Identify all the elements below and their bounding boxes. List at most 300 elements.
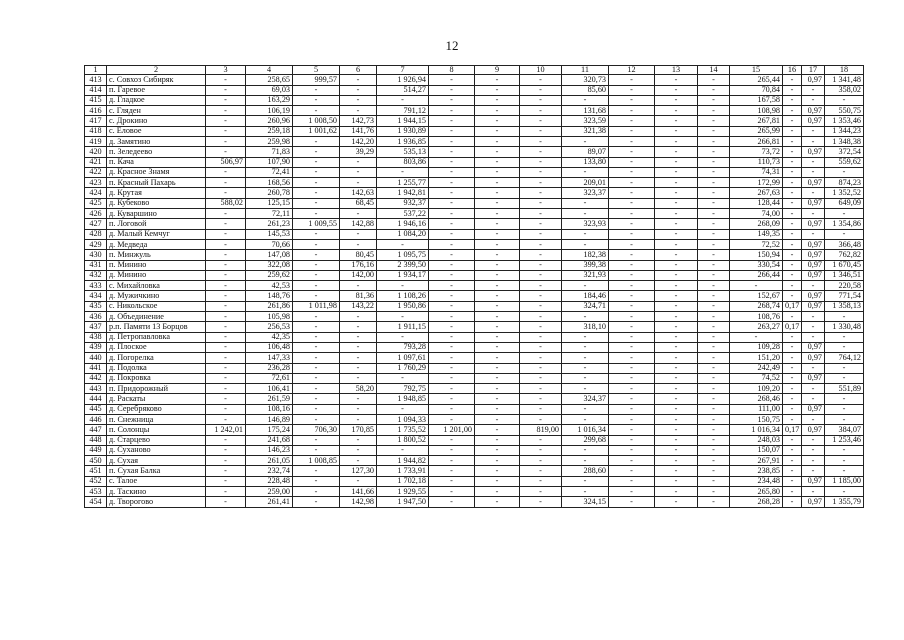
value-cell: 127,30	[340, 466, 377, 476]
value-cell: 147,33	[246, 353, 293, 363]
value-cell: -	[609, 167, 655, 177]
value-cell: -	[429, 404, 475, 414]
value-cell: -	[520, 95, 562, 105]
value-cell: -	[655, 425, 698, 435]
value-cell: 791,12	[377, 106, 429, 116]
value-cell: -	[429, 126, 475, 136]
value-cell: 1 344,23	[825, 126, 864, 136]
value-cell: 1 950,86	[377, 301, 429, 311]
column-header: 3	[206, 66, 246, 75]
value-cell: 260,96	[246, 116, 293, 126]
value-cell: 184,46	[562, 291, 609, 301]
value-cell: 259,98	[246, 136, 293, 146]
value-cell: -	[783, 404, 802, 414]
value-cell: -	[562, 476, 609, 486]
value-cell: 106,41	[246, 384, 293, 394]
value-cell: -	[655, 301, 698, 311]
value-cell: -	[655, 291, 698, 301]
row-number-cell: 447	[85, 425, 107, 435]
value-cell: 320,73	[562, 75, 609, 85]
settlement-name-cell: д. Творогово	[107, 497, 206, 507]
value-cell: -	[655, 239, 698, 249]
value-cell: 1 108,26	[377, 291, 429, 301]
value-cell: -	[340, 95, 377, 105]
value-cell: -	[475, 188, 520, 198]
value-cell: -	[802, 167, 825, 177]
value-cell: 268,28	[730, 497, 783, 507]
value-cell: 74,31	[730, 167, 783, 177]
value-cell: 1 702,18	[377, 476, 429, 486]
value-cell: 74,00	[730, 209, 783, 219]
value-cell: -	[698, 332, 730, 342]
value-cell: -	[340, 209, 377, 219]
value-cell: 0,97	[802, 342, 825, 352]
table-row	[85, 198, 864, 208]
value-cell: -	[783, 229, 802, 239]
value-cell: -	[655, 126, 698, 136]
value-cell: -	[293, 332, 340, 342]
value-cell: -	[609, 466, 655, 476]
value-cell: -	[698, 136, 730, 146]
value-cell: -	[655, 178, 698, 188]
value-cell: -	[802, 188, 825, 198]
value-cell: -	[340, 85, 377, 95]
settlement-name-cell: п. Придорожный	[107, 384, 206, 394]
value-cell: -	[293, 147, 340, 157]
value-cell: -	[340, 178, 377, 188]
value-cell: -	[609, 353, 655, 363]
value-cell: 324,37	[562, 394, 609, 404]
value-cell: -	[655, 476, 698, 486]
value-cell: 1 008,85	[293, 456, 340, 466]
value-cell: -	[429, 435, 475, 445]
value-cell: 358,02	[825, 85, 864, 95]
value-cell: 1 670,45	[825, 260, 864, 270]
value-cell: 263,27	[730, 322, 783, 332]
value-cell: -	[293, 466, 340, 476]
value-cell: -	[429, 456, 475, 466]
row-number-cell: 442	[85, 373, 107, 383]
value-cell: -	[340, 332, 377, 342]
settlement-name-cell: д. Крутая	[107, 188, 206, 198]
value-cell: -	[206, 178, 246, 188]
value-cell: -	[698, 209, 730, 219]
value-cell: 1 353,46	[825, 116, 864, 126]
value-cell: 0,97	[802, 476, 825, 486]
value-cell: -	[609, 116, 655, 126]
value-cell: -	[698, 270, 730, 280]
value-cell: -	[293, 373, 340, 383]
value-cell: -	[783, 136, 802, 146]
table-row	[85, 497, 864, 507]
value-cell: -	[429, 301, 475, 311]
value-cell: 0,17	[783, 301, 802, 311]
value-cell: -	[698, 445, 730, 455]
value-cell: 110,73	[730, 157, 783, 167]
value-cell: -	[802, 445, 825, 455]
column-header: 17	[802, 66, 825, 75]
value-cell: -	[293, 260, 340, 270]
value-cell: -	[655, 136, 698, 146]
value-cell: -	[609, 147, 655, 157]
value-cell: -	[293, 188, 340, 198]
table-row	[85, 178, 864, 188]
value-cell: -	[429, 353, 475, 363]
value-cell: 111,00	[730, 404, 783, 414]
value-cell: -	[520, 250, 562, 260]
value-cell: -	[655, 445, 698, 455]
value-cell: -	[562, 456, 609, 466]
value-cell: -	[475, 75, 520, 85]
value-cell: 146,23	[246, 445, 293, 455]
column-header: 10	[520, 66, 562, 75]
value-cell: -	[825, 342, 864, 352]
value-cell: -	[825, 394, 864, 404]
table-row	[85, 209, 864, 219]
value-cell: -	[293, 157, 340, 167]
value-cell: 167,58	[730, 95, 783, 105]
value-cell: -	[783, 209, 802, 219]
value-cell: -	[562, 198, 609, 208]
settlement-name-cell: с. Гляден	[107, 106, 206, 116]
value-cell: -	[520, 363, 562, 373]
value-cell: -	[783, 75, 802, 85]
value-cell: 72,41	[246, 167, 293, 177]
value-cell: -	[783, 157, 802, 167]
value-cell: 1 352,52	[825, 188, 864, 198]
row-number-cell: 444	[85, 394, 107, 404]
value-cell: -	[562, 384, 609, 394]
value-cell: -	[783, 487, 802, 497]
settlement-name-cell: п. Гаревое	[107, 85, 206, 95]
row-number-cell: 441	[85, 363, 107, 373]
value-cell: -	[562, 445, 609, 455]
value-cell: -	[475, 167, 520, 177]
column-header: 12	[609, 66, 655, 75]
settlement-name-cell: д. Кубеково	[107, 198, 206, 208]
value-cell: -	[377, 332, 429, 342]
value-cell: -	[429, 281, 475, 291]
value-cell: -	[475, 281, 520, 291]
value-cell: 106,19	[246, 106, 293, 116]
value-cell: -	[475, 106, 520, 116]
value-cell: -	[429, 198, 475, 208]
table-row	[85, 332, 864, 342]
settlement-name-cell: п. Минино	[107, 260, 206, 270]
value-cell: -	[293, 312, 340, 322]
value-cell: -	[429, 188, 475, 198]
value-cell: 73,72	[730, 147, 783, 157]
value-cell: -	[609, 157, 655, 167]
value-cell: -	[698, 198, 730, 208]
value-cell: -	[429, 106, 475, 116]
value-cell: -	[475, 178, 520, 188]
settlement-name-cell: д. Серебряково	[107, 404, 206, 414]
value-cell: -	[655, 342, 698, 352]
value-cell: 147,08	[246, 250, 293, 260]
value-cell: -	[698, 188, 730, 198]
table-row	[85, 229, 864, 239]
table-row	[85, 425, 864, 435]
value-cell: 2 399,50	[377, 260, 429, 270]
row-number-cell: 429	[85, 239, 107, 249]
value-cell: -	[825, 456, 864, 466]
table-row	[85, 260, 864, 270]
value-cell: -	[609, 270, 655, 280]
settlement-name-cell: п. Минжуль	[107, 250, 206, 260]
value-cell: 142,20	[340, 136, 377, 146]
value-cell: -	[655, 497, 698, 507]
value-cell: -	[340, 404, 377, 414]
value-cell: -	[655, 312, 698, 322]
value-cell: -	[655, 435, 698, 445]
value-cell: 238,85	[730, 466, 783, 476]
value-cell: 109,20	[730, 384, 783, 394]
value-cell: -	[206, 487, 246, 497]
value-cell: 1 095,75	[377, 250, 429, 260]
table-row	[85, 106, 864, 116]
value-cell: 366,48	[825, 239, 864, 249]
value-cell: -	[698, 312, 730, 322]
value-cell: -	[825, 312, 864, 322]
value-cell: -	[698, 106, 730, 116]
value-cell: 1 001,62	[293, 126, 340, 136]
value-cell: -	[802, 95, 825, 105]
value-cell: 142,98	[340, 497, 377, 507]
value-cell: -	[293, 445, 340, 455]
value-cell: -	[520, 301, 562, 311]
value-cell: 399,38	[562, 260, 609, 270]
value-cell: -	[475, 136, 520, 146]
value-cell: 80,45	[340, 250, 377, 260]
row-number-cell: 418	[85, 126, 107, 136]
value-cell: -	[475, 435, 520, 445]
table-row	[85, 270, 864, 280]
value-cell: -	[698, 466, 730, 476]
settlement-name-cell: д. Петропавловка	[107, 332, 206, 342]
value-cell: 0,97	[802, 116, 825, 126]
value-cell: 771,54	[825, 291, 864, 301]
value-cell: 268,09	[730, 219, 783, 229]
value-cell: -	[429, 167, 475, 177]
value-cell: -	[475, 342, 520, 352]
value-cell: 1 934,17	[377, 270, 429, 280]
value-cell: 1 255,77	[377, 178, 429, 188]
value-cell: -	[340, 456, 377, 466]
value-cell: 142,00	[340, 270, 377, 280]
value-cell: 268,46	[730, 394, 783, 404]
value-cell: 141,66	[340, 487, 377, 497]
column-header: 1	[85, 66, 107, 75]
value-cell: 172,99	[730, 178, 783, 188]
settlement-name-cell: д. Куваршино	[107, 209, 206, 219]
value-cell: -	[783, 445, 802, 455]
value-cell: -	[475, 116, 520, 126]
value-cell: 258,65	[246, 75, 293, 85]
value-cell: 551,89	[825, 384, 864, 394]
value-cell: -	[655, 281, 698, 291]
value-cell: -	[655, 147, 698, 157]
value-cell: 1 944,82	[377, 456, 429, 466]
value-cell: -	[783, 456, 802, 466]
value-cell: 0,97	[802, 373, 825, 383]
value-cell: 372,54	[825, 147, 864, 157]
value-cell: -	[429, 363, 475, 373]
value-cell: -	[609, 188, 655, 198]
value-cell: -	[293, 435, 340, 445]
value-cell: 265,44	[730, 75, 783, 85]
value-cell: 234,48	[730, 476, 783, 486]
table-body	[85, 75, 864, 507]
value-cell: -	[655, 167, 698, 177]
value-cell: 299,68	[562, 435, 609, 445]
row-number-cell: 443	[85, 384, 107, 394]
value-cell: -	[609, 487, 655, 497]
value-cell: -	[429, 219, 475, 229]
value-cell: -	[655, 75, 698, 85]
value-cell: 108,98	[730, 106, 783, 116]
value-cell: -	[698, 497, 730, 507]
value-cell: -	[802, 394, 825, 404]
value-cell: -	[206, 250, 246, 260]
settlement-name-cell: д. Объединение	[107, 312, 206, 322]
value-cell: -	[429, 332, 475, 342]
value-cell: -	[429, 497, 475, 507]
value-cell: -	[609, 281, 655, 291]
value-cell: -	[475, 209, 520, 219]
row-number-cell: 427	[85, 219, 107, 229]
table-row	[85, 250, 864, 260]
table-row	[85, 75, 864, 85]
value-cell: -	[655, 250, 698, 260]
data-table	[84, 65, 864, 508]
value-cell: -	[609, 301, 655, 311]
value-cell: -	[340, 394, 377, 404]
value-cell: -	[698, 373, 730, 383]
value-cell: 1 011,98	[293, 301, 340, 311]
settlement-name-cell: с. Талое	[107, 476, 206, 486]
value-cell: -	[429, 394, 475, 404]
row-number-cell: 448	[85, 435, 107, 445]
value-cell: -	[698, 75, 730, 85]
table-row	[85, 147, 864, 157]
value-cell: 1 946,16	[377, 219, 429, 229]
value-cell: -	[475, 198, 520, 208]
value-cell: -	[206, 188, 246, 198]
value-cell: -	[293, 106, 340, 116]
value-cell: -	[730, 332, 783, 342]
value-cell: 74,52	[730, 373, 783, 383]
value-cell: -	[520, 106, 562, 116]
value-cell: 150,75	[730, 415, 783, 425]
row-number-cell: 446	[85, 415, 107, 425]
value-cell: -	[206, 85, 246, 95]
value-cell: -	[655, 209, 698, 219]
value-cell: -	[520, 291, 562, 301]
value-cell: -	[520, 270, 562, 280]
value-cell: -	[475, 415, 520, 425]
value-cell: -	[377, 312, 429, 322]
value-cell: 588,02	[206, 198, 246, 208]
value-cell: -	[340, 435, 377, 445]
value-cell: -	[475, 85, 520, 95]
value-cell: -	[655, 106, 698, 116]
row-number-cell: 435	[85, 301, 107, 311]
value-cell: -	[206, 301, 246, 311]
value-cell: 220,58	[825, 281, 864, 291]
value-cell: -	[340, 281, 377, 291]
value-cell: -	[562, 312, 609, 322]
row-number-cell: 440	[85, 353, 107, 363]
value-cell: -	[429, 322, 475, 332]
value-cell: -	[520, 198, 562, 208]
value-cell: -	[520, 373, 562, 383]
value-cell: -	[698, 384, 730, 394]
value-cell: -	[520, 229, 562, 239]
row-number-cell: 431	[85, 260, 107, 270]
value-cell: -	[783, 312, 802, 322]
value-cell: -	[655, 229, 698, 239]
row-number-cell: 432	[85, 270, 107, 280]
value-cell: -	[429, 342, 475, 352]
value-cell: 792,75	[377, 384, 429, 394]
value-cell: -	[655, 466, 698, 476]
value-cell: 330,54	[730, 260, 783, 270]
value-cell: -	[562, 209, 609, 219]
value-cell: -	[783, 219, 802, 229]
value-cell: 1 911,15	[377, 322, 429, 332]
value-cell: 764,12	[825, 353, 864, 363]
column-header: 14	[698, 66, 730, 75]
value-cell: 68,45	[340, 198, 377, 208]
table-row	[85, 126, 864, 136]
value-cell: -	[293, 250, 340, 260]
settlement-name-cell: п. Солонцы	[107, 425, 206, 435]
column-header: 16	[783, 66, 802, 75]
value-cell: -	[609, 106, 655, 116]
value-cell: -	[206, 373, 246, 383]
value-cell: 81,36	[340, 291, 377, 301]
value-cell: -	[206, 270, 246, 280]
value-cell: -	[340, 415, 377, 425]
settlement-name-cell: с. Совхоз Сибиряк	[107, 75, 206, 85]
value-cell: -	[698, 435, 730, 445]
value-cell: -	[783, 178, 802, 188]
value-cell: -	[609, 425, 655, 435]
value-cell: 170,85	[340, 425, 377, 435]
value-cell: -	[802, 126, 825, 136]
value-cell: -	[609, 363, 655, 373]
value-cell: -	[783, 291, 802, 301]
value-cell: -	[340, 167, 377, 177]
value-cell: -	[698, 260, 730, 270]
value-cell: -	[340, 342, 377, 352]
value-cell: -	[520, 167, 562, 177]
value-cell: -	[802, 85, 825, 95]
table-row	[85, 116, 864, 126]
settlement-name-cell: д. Малый Кемчуг	[107, 229, 206, 239]
value-cell: -	[293, 363, 340, 373]
value-cell: -	[520, 312, 562, 322]
value-cell: 318,10	[562, 322, 609, 332]
table-row	[85, 291, 864, 301]
value-cell: -	[698, 85, 730, 95]
column-header: 5	[293, 66, 340, 75]
value-cell: -	[340, 229, 377, 239]
table-row	[85, 85, 864, 95]
row-number-cell: 453	[85, 487, 107, 497]
table-row	[85, 136, 864, 146]
